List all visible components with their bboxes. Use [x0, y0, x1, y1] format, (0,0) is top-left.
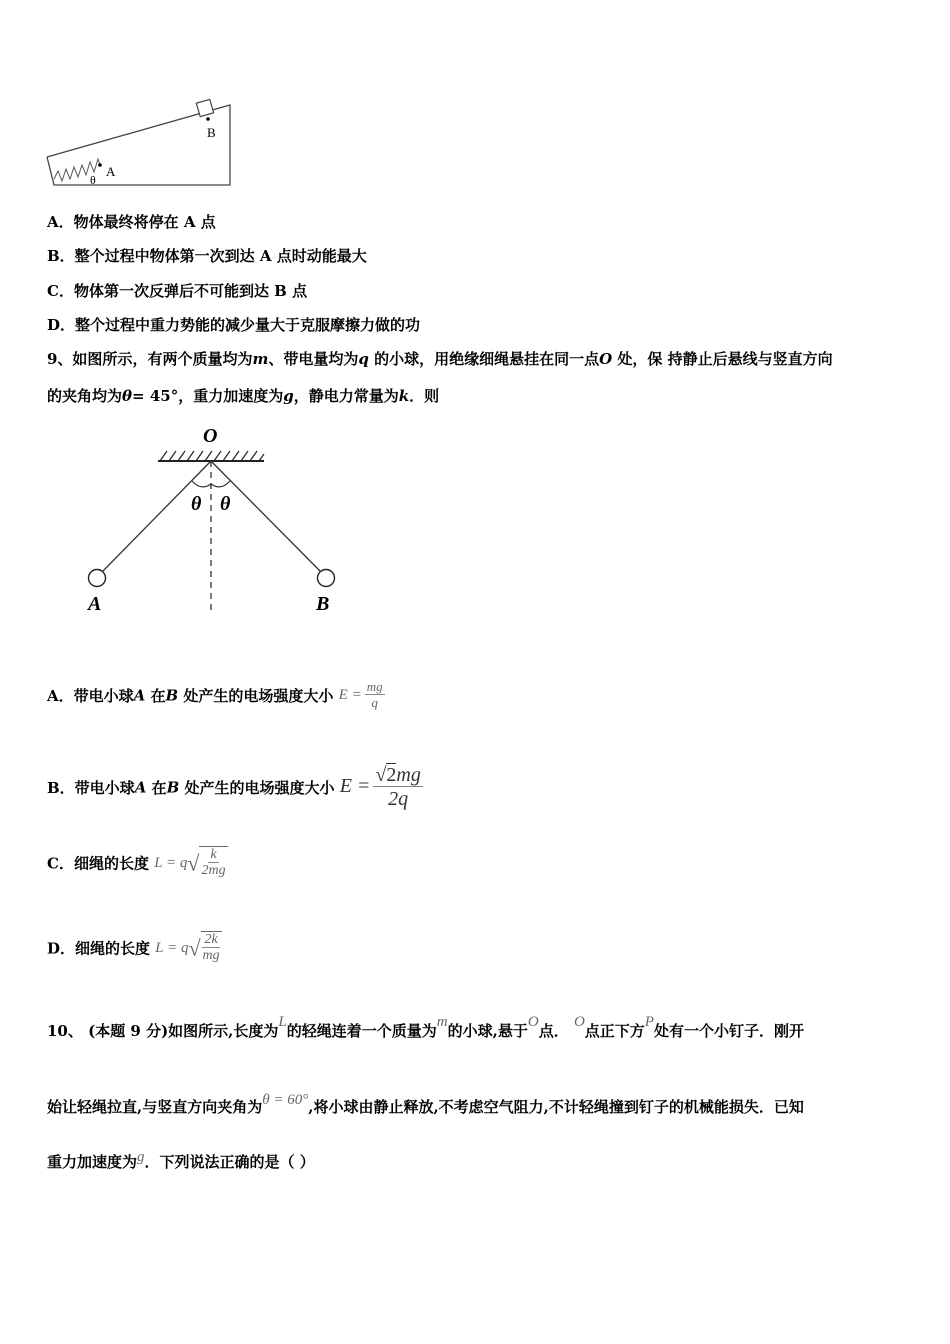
label-b: B	[207, 125, 216, 140]
incline-outline	[47, 105, 230, 185]
q8-option-d: D．整个过程中重力势能的减少量大于克服摩擦力做的功	[47, 316, 421, 334]
q8-option-a: A．物体最终将停在 A 点	[47, 213, 216, 231]
point-a-dot	[98, 163, 102, 167]
hanging-balls-figure	[80, 418, 360, 618]
string-right	[211, 461, 320, 571]
ball-a	[89, 570, 106, 587]
q8-option-c: C．物体第一次反弹后不可能到达 B 点	[47, 282, 308, 300]
q10-stem-line2: 始让轻绳拉直,与竖直方向夹角为θ = 60°,将小球由静止释放,不考虑空气阻力,不计轻绳撞到钉子的机械能损失．已知	[47, 1092, 804, 1116]
theta-left: θ	[191, 493, 202, 515]
formula-a: E = $\frac{mg}{q}$	[338, 679, 383, 711]
q9-option-c: C．细绳的长度 L = q√ $\frac{k}{2mg}$	[47, 847, 226, 879]
label-theta: θ	[90, 173, 96, 187]
string-left	[103, 461, 211, 571]
label-b: B	[316, 593, 330, 615]
formula-b: E = $\frac{√2mg}{2q}$	[339, 764, 421, 810]
label-o: O	[203, 425, 218, 447]
q8-option-b: B．整个过程中物体第一次到达 A 点时动能最大	[47, 247, 367, 265]
incline-spring-figure	[40, 95, 240, 190]
formula-c: L = q√ $\frac{k}{2mg}$	[154, 847, 226, 879]
q9-stem-line2: 的夹角均为θ= 45°，重力加速度为g，静电力常量为k．则	[47, 387, 440, 405]
q10-stem-line1: 10、 (本题 9 分)如图所示,长度为L的轻绳连着一个质量为m的小球,悬于O点． O点正下方P处有一个小钉子．刚开	[47, 1014, 804, 1040]
theta-right: θ	[220, 493, 231, 515]
label-a: A	[106, 164, 116, 179]
q9-stem-line1: 9、如图所示，有两个质量均为m、带电量均为q 的小球，用绝缘细绳悬挂在同一点O 处，保 持静止后悬线与竖直方向	[47, 350, 833, 368]
q9-option-a: A．带电小球A 在B 处产生的电场强度大小 E = $\frac{mg}{q}$	[47, 679, 383, 711]
formula-d: L = q√ $\frac{2k}{mg}$	[155, 932, 220, 964]
q10-stem-line3: 重力加速度为g．下列说法正确的是（ ）	[47, 1149, 315, 1171]
point-b-dot	[206, 117, 210, 121]
block	[196, 99, 213, 116]
label-a: A	[88, 593, 102, 615]
ball-b	[318, 570, 335, 587]
q9-option-d: D．细绳的长度 L = q√ $\frac{2k}{mg}$	[47, 932, 220, 964]
ceiling-hatch	[160, 451, 264, 461]
q9-option-b: B．带电小球A 在B 处产生的电场强度大小 E = $\frac{√2mg}{2q}$	[47, 764, 421, 810]
